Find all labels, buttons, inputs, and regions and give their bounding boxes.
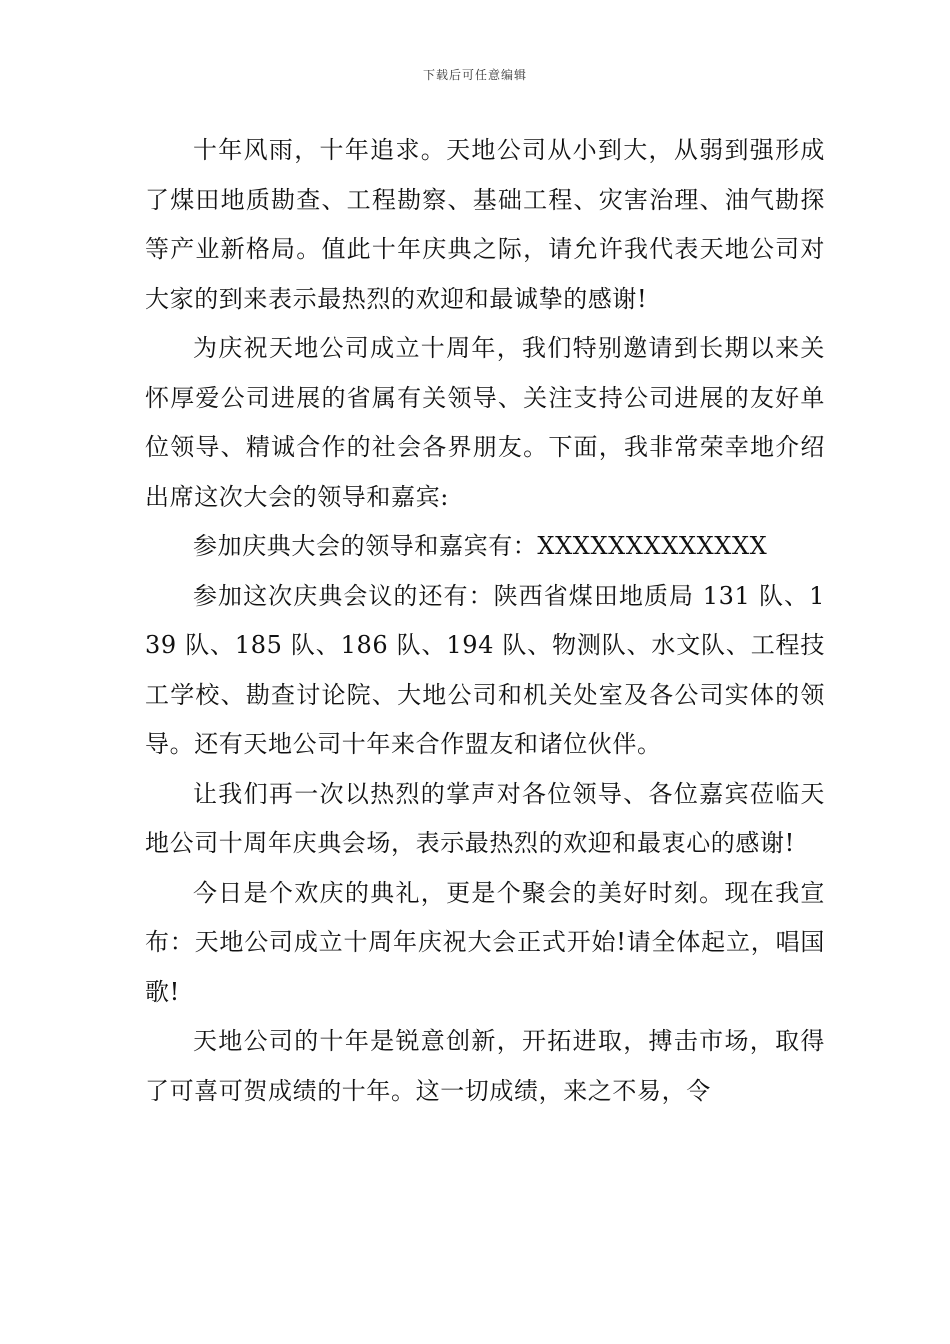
page-header-note: 下载后可任意编辑 <box>422 68 527 82</box>
paragraph-invitation: 为庆祝天地公司成立十周年，我们特别邀请到长期以来关怀厚爱公司进展的省属有关领导、关注支持公司进展的友好单位领导、精诚合作的社会各界朋友。下面，我非常荣幸地介绍出席这次大会的领导和嘉宾: <box>145 334 825 511</box>
paragraph-opening: 十年风雨，十年追求。天地公司从小到大，从弱到强形成了煤田地质勘查、工程勘察、基础工程、灾害治理、油气勘探等产业新格局。值此十年庆典之际，请允许我代表天地公司对大家的到来表示最热烈的欢迎和最诚挚的感谢! <box>145 136 825 313</box>
paragraph-applause: 让我们再一次以热烈的掌声对各位领导、各位嘉宾莅临天地公司十周年庆典会场，表示最热烈的欢迎和最衷心的感谢! <box>145 779 825 857</box>
paragraph-announcement: 今日是个欢庆的典礼，更是个聚会的美好时刻。现在我宣布：天地公司成立十周年庆祝大会正式开始!请全体起立，唱国歌! <box>145 878 825 1006</box>
document-body <box>145 126 825 1116</box>
paragraph-guests: 参加庆典大会的领导和嘉宾有：XXXXXXXXXXXXX <box>193 532 768 560</box>
paragraph-decade: 天地公司的十年是锐意创新，开拓进取，搏击市场，取得了可喜可贺成绩的十年。这一切成绩，来之不易，令 <box>145 1027 825 1105</box>
paragraph-attendees: 参加这次庆典会议的还有：陕西省煤田地质局 131 队、139 队、185 队、186 队、194 队、物测队、水文队、工程技工学校、勘查讨论院、大地公司和机关处室及各公司实体的领导。还有天地公司十年来合作盟友和诸位伙伴。 <box>145 581 825 758</box>
